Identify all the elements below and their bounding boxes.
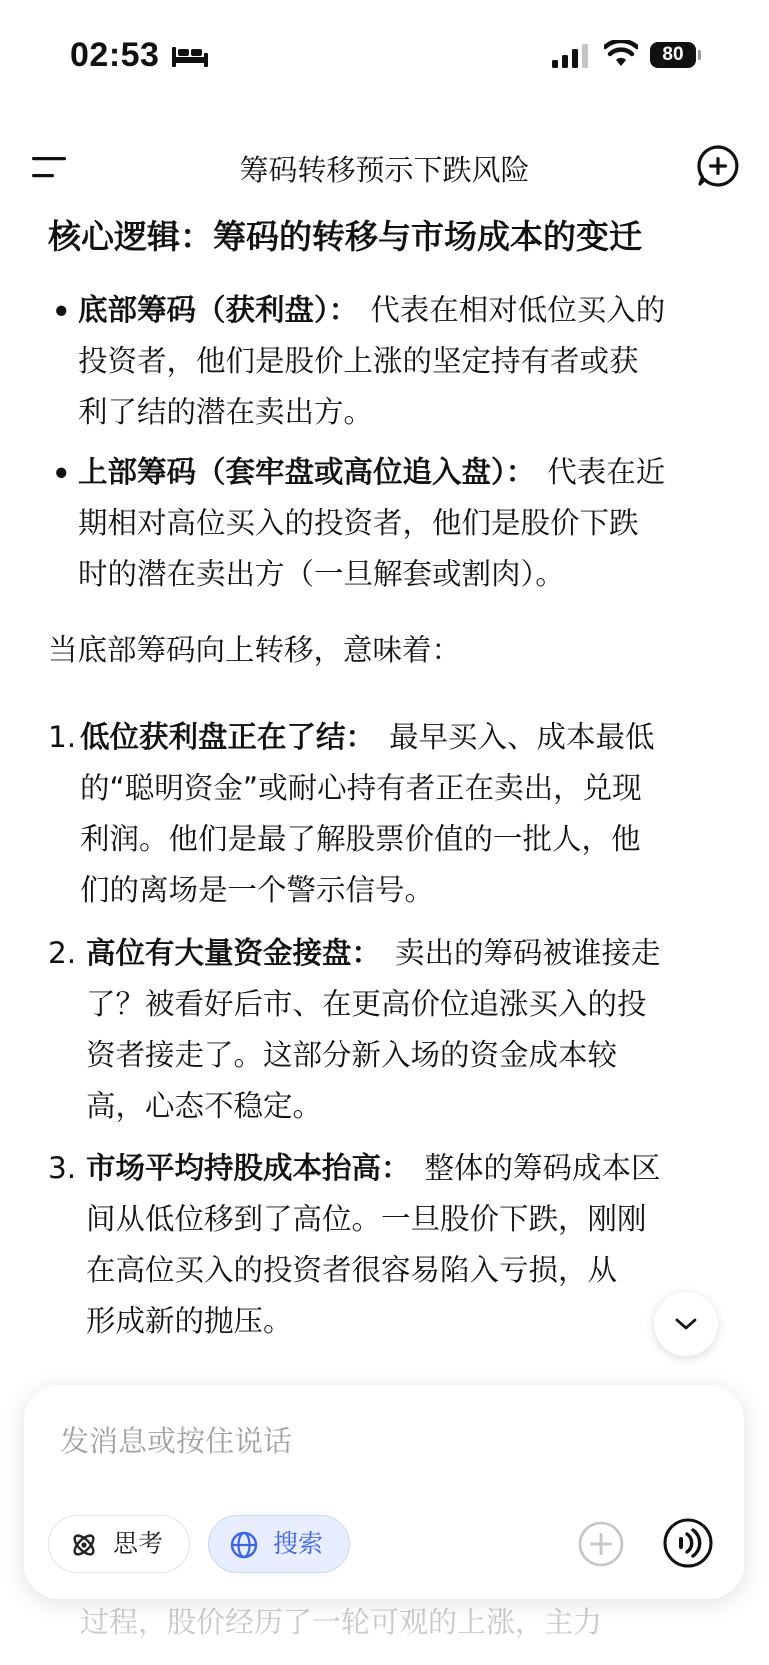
list-item-term: 高位有大量资金接盘：	[86, 936, 382, 970]
list-item	[86, 1143, 661, 1194]
battery-indicator: 80	[650, 42, 696, 68]
new-chat-icon[interactable]	[696, 144, 740, 188]
intro-text: 当底部筹码向上转移，意味着：	[48, 633, 462, 667]
message-input[interactable]	[58, 1415, 702, 1467]
list-item-text: 了？被看好后市、在更高价位追涨买入的投	[86, 987, 647, 1021]
list-item-text: 形成新的抛压。	[86, 1304, 293, 1338]
bullet-text: 利了结的潜在卖出方。	[78, 395, 374, 429]
list-item-text: 资者接走了。这部分新入场的资金成本较	[86, 1038, 618, 1072]
bullet-item	[78, 285, 665, 336]
list-item-text: 卖出的筹码被谁接走	[395, 936, 661, 970]
think-toggle-button[interactable]	[48, 1515, 190, 1573]
bullet-text: 投资者，他们是股价上涨的坚定持有者或获	[78, 344, 639, 378]
atom-icon	[69, 1530, 99, 1560]
list-item-text: 们的离场是一个警示信号。	[80, 873, 435, 907]
bullet-text: 时的潜在卖出方（一旦解套或割肉）。	[78, 557, 565, 591]
bed-icon	[172, 45, 208, 67]
list-item-text: 的“聪明资金”或耐心持有者正在卖出，兑现	[80, 771, 642, 805]
bullet-text: 代表在相对低位买入的	[370, 293, 666, 327]
bullet-text: 期相对高位买入的投资者，他们是股价下跌	[78, 506, 639, 540]
list-item-text: 间从低位移到了高位。一旦股价下跌，刚刚	[86, 1202, 647, 1236]
list-item	[80, 712, 655, 763]
list-item-text: 最早买入、成本最低	[389, 720, 655, 754]
globe-icon	[229, 1530, 259, 1560]
list-number: 1.	[48, 720, 77, 754]
bullet-text: 代表在近	[547, 455, 666, 489]
page-title: 筹码转移预示下跌风险	[239, 153, 530, 187]
list-item	[86, 928, 661, 979]
search-label: 搜索	[273, 1529, 324, 1558]
wifi-icon	[604, 40, 638, 68]
list-item-text: 整体的筹码成本区	[424, 1151, 661, 1185]
bullet-marker: •	[52, 295, 71, 329]
list-item-text: 利润。他们是最了解股票价值的一批人，他	[80, 822, 641, 856]
status-bar	[0, 0, 769, 110]
bullet-term: 上部筹码（套牢盘或高位追入盘）：	[78, 455, 536, 489]
list-item-text: 在高位买入的投资者很容易陷入亏损，从	[86, 1253, 618, 1287]
think-label: 思考	[113, 1529, 164, 1558]
bullet-term: 底部筹码（获利盘）：	[78, 293, 359, 327]
bullet-marker: •	[52, 457, 71, 491]
search-toggle-button[interactable]	[208, 1515, 350, 1573]
message-composer	[24, 1385, 744, 1599]
list-number: 3.	[48, 1151, 77, 1185]
bullet-item	[78, 447, 665, 498]
scroll-to-bottom-button[interactable]	[654, 1292, 718, 1356]
signal-icon	[552, 44, 588, 68]
top-bar	[0, 130, 769, 210]
voice-icon[interactable]	[662, 1517, 714, 1569]
list-item-term: 低位获利盘正在了结：	[80, 720, 376, 754]
plus-icon[interactable]	[576, 1519, 626, 1569]
chevron-down-icon	[674, 1314, 698, 1334]
list-item-text: 高，心态不稳定。	[86, 1089, 323, 1123]
faded-message-text: 过程，股价经历了一轮可观的上涨，主力	[80, 1605, 603, 1639]
section-heading: 核心逻辑：筹码的转移与市场成本的变迁	[48, 217, 642, 256]
status-time: 02:53	[70, 36, 160, 74]
list-number: 2.	[48, 936, 77, 970]
list-item-term: 市场平均持股成本抬高：	[86, 1151, 411, 1185]
